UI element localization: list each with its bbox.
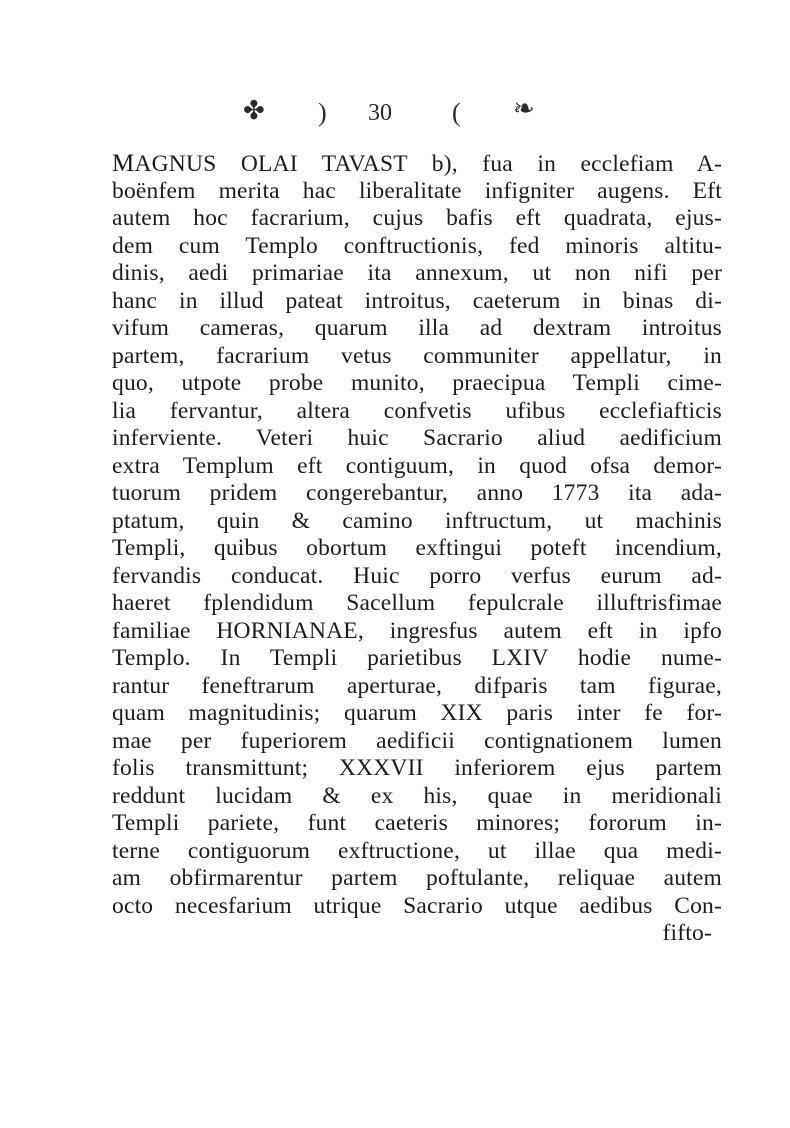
page-header: [0, 92, 790, 132]
body-text: [112, 150, 722, 948]
header-paren-left: (: [452, 98, 461, 127]
text-line: inferviente. Veteri huic Sacrario aliud aedificium: [112, 425, 722, 451]
ornament-right-icon: ❧: [513, 94, 535, 123]
text-line: autem hoc facrarium, cujus bafis eft quadrata, ejus-: [112, 205, 722, 231]
text-line: lia fervantur, altera confvetis ufibus ecclefiafticis: [112, 397, 722, 424]
text-line: folis transmittunt; XXXVII inferiorem ejus partem: [112, 755, 722, 781]
text-line: Templi pariete, funt caeteris minores; fororum in-: [112, 810, 722, 836]
catchword: fifto-: [662, 920, 712, 946]
text-line: quam magnitudinis; quarum XIX paris inter fe for-: [112, 700, 722, 726]
text-line: boënfem merita hac liberalitate infigniter augens. Eft: [112, 177, 722, 204]
text-line: Templi, quibus obortum exftingui poteft incendium,: [112, 535, 722, 561]
page-number: 30: [368, 100, 392, 126]
text-line: rantur feneftrarum aperturae, difparis tam figurae,: [112, 672, 722, 699]
text-line: reddunt lucidam & ex his, quae in meridionali: [112, 782, 722, 809]
text-line: octo necesfarium utrique Sacrario utque aedibus Con-: [112, 892, 722, 919]
text-line: hanc in illud pateat introitus, caeterum in binas di-: [112, 287, 722, 314]
text-line: fervandis conducat. Huic porro verfus eurum ad-: [112, 562, 722, 589]
text-line: partem, facrarium vetus communiter appellatur, in: [112, 342, 722, 369]
text-line: MAGNUS OLAI TAVAST b), fua in ecclefiam A-: [112, 150, 722, 177]
text-line: extra Templum eft contiguum, in quod ofsa demor-: [112, 452, 722, 479]
text-line: ptatum, quin & camino inftructum, ut machinis: [112, 507, 722, 534]
text-line: familiae HORNIANAE, ingresfus autem eft in ipfo: [112, 617, 722, 644]
text-line: am obfirmarentur partem poftulante, reliquae autem: [112, 865, 722, 891]
text-line: vifum cameras, quarum illa ad dextram introitus: [112, 315, 722, 341]
text-line: mae per fuperiorem aedificii contignationem lumen: [112, 727, 722, 754]
text-line: dem cum Templo conftructionis, fed minoris altitu-: [112, 232, 722, 259]
text-line: quo, utpote probe munito, praecipua Templi cime-: [112, 370, 722, 396]
text-line: Templo. In Templi parietibus LXIV hodie nume-: [112, 645, 722, 671]
text-line: tuorum pridem congerebantur, anno 1773 ita ada-: [112, 480, 722, 506]
text-line: haeret fplendidum Sacellum fepulcrale illuftrisfimae: [112, 590, 722, 616]
header-paren-right: ): [318, 98, 327, 127]
ornament-left-icon: ✤: [243, 96, 265, 125]
text-line: dinis, aedi primariae ita annexum, ut non nifi per: [112, 260, 722, 286]
text-line: terne contiguorum exftructione, ut illae qua medi-: [112, 837, 722, 864]
